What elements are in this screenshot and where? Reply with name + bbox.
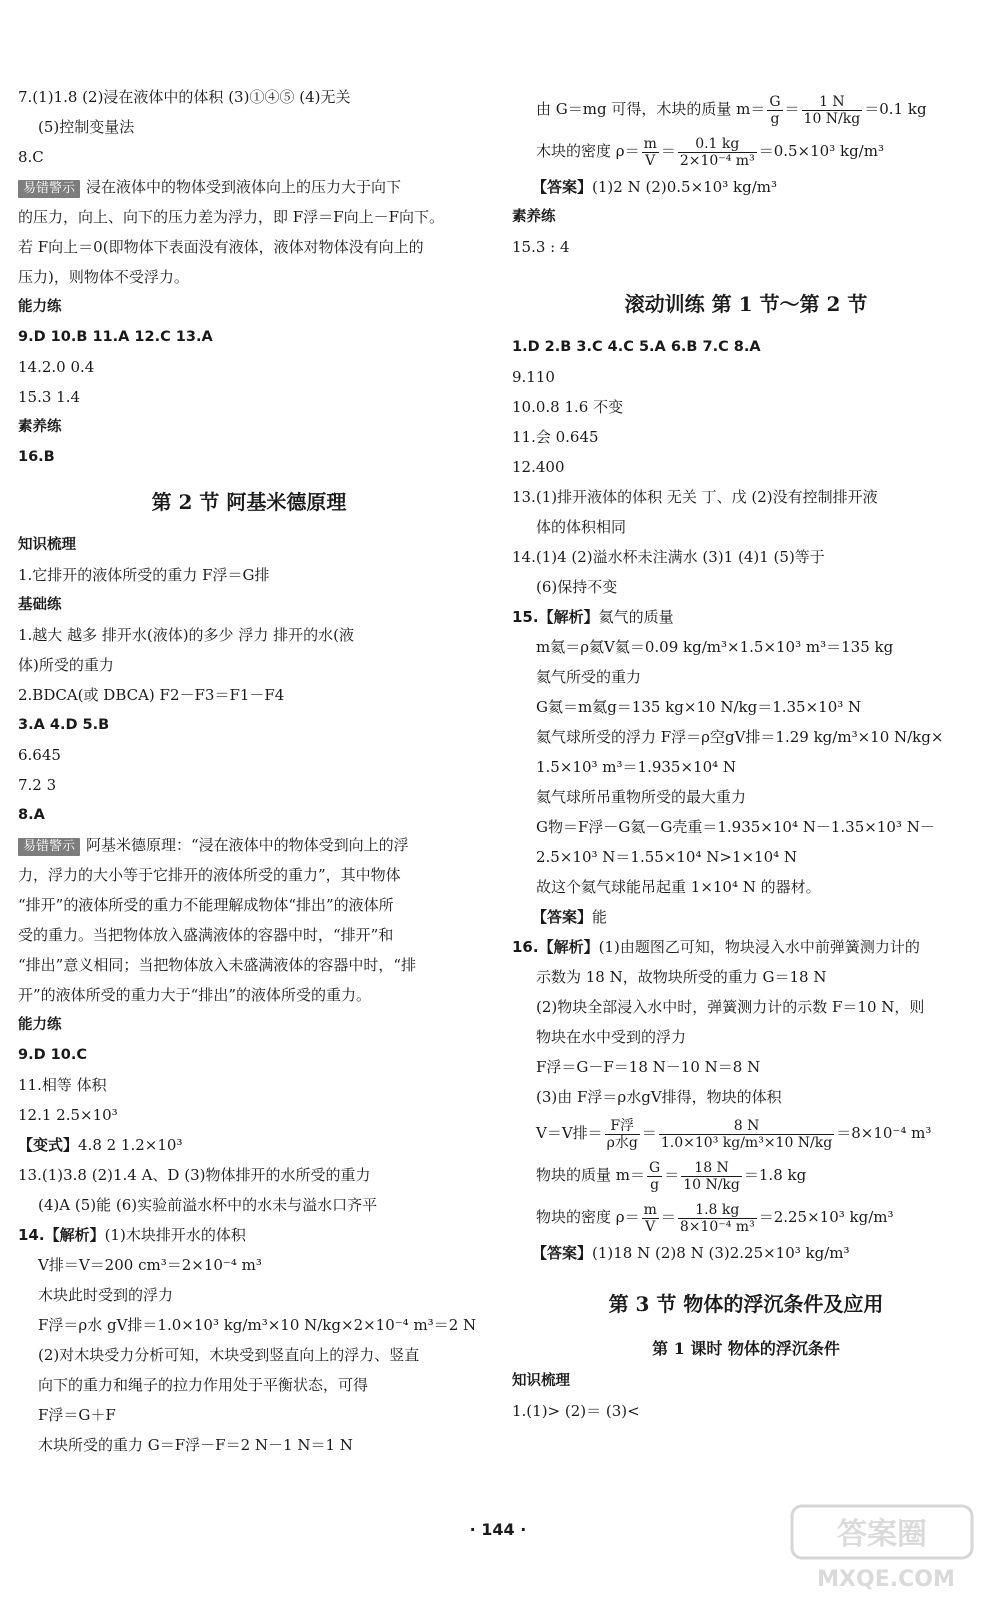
fraction: $\frac{m}{V}$ (643, 1201, 657, 1235)
warning-note-line: 力，浮力的大小等于它排开的液体所受的重力”，其中物体 (18, 866, 401, 884)
answer-line: (3)由 F浮＝ρ水gV排得，物块的体积 (536, 1088, 782, 1106)
answer-tag: 【答案】 (532, 1244, 593, 1262)
answer-line: 12.400 (512, 458, 565, 476)
section-heading: 能力练 (18, 1017, 62, 1033)
fraction: $\frac{m}{V}$ (643, 135, 657, 169)
answer-line: 1.越大 越多 排开水(液体)的多少 浮力 排开的水(液 (18, 626, 354, 644)
answer-line: G物＝F浮－G氦－G壳重＝1.935×10⁴ N－1.35×10³ N－ (536, 818, 935, 836)
section-heading: 基础练 (18, 597, 62, 613)
answer-line: F浮＝ρ水 gV排＝1.0×10³ kg/m³×10 N/kg×2×10⁻⁴ m³＝2 N (38, 1316, 477, 1334)
fraction: $\frac{8 N}{\text{1.0×10³ kg/m³×10 N/kg}}$ (660, 1117, 833, 1151)
answer-line: (4)A (5)能 (6)实验前溢水杯中的水未与溢水口齐平 (38, 1196, 378, 1214)
warning-note: 易错警示 浸在液体中的物体受到液体向上的压力大于向下 (18, 172, 480, 202)
answer-line: 【变式】4.8 2 1.2×10³ (18, 1136, 183, 1154)
answer-line: 3.A 4.D 5.B (18, 717, 110, 733)
section-heading: 能力练 (18, 299, 62, 315)
answer-line: 13.(1)3.8 (2)1.4 A、D (3)物体排开的水所受的重力 (18, 1166, 371, 1184)
page-number: · 144 · (469, 1520, 527, 1539)
answer-line: 6.645 (18, 746, 61, 764)
answer-line: 8.C (18, 148, 44, 166)
answer-line: (2)物块全部浸入水中时，弹簧测力计的示数 F＝10 N，则 (536, 998, 925, 1016)
right-column (512, 88, 980, 1426)
section-heading: 知识梳理 (512, 1373, 570, 1389)
watermark-logo (786, 1500, 986, 1596)
fraction: $\frac{G}{g}$ (769, 93, 781, 127)
warning-note-line: 若 F向上＝0(即物体下表面没有液体，液体对物体没有向上的 (18, 238, 424, 256)
answer-line: 15.3 : 4 (512, 238, 570, 256)
answer-line: 物块在水中受到的浮力 (536, 1028, 687, 1046)
answer-line: (5)控制变量法 (38, 118, 135, 136)
answer-line: (2)对木块受力分析可知，木块受到竖直向上的浮力、竖直 (38, 1346, 420, 1364)
fraction: $\frac{0.1 kg}{\text{2×10⁻⁴ m³}}$ (679, 135, 755, 169)
section-title: 第 3 节 物体的浮沉条件及应用 (608, 1292, 884, 1316)
answer-line: 【答案】(1)2 N (2)0.5×10³ kg/m³ (532, 178, 777, 196)
left-column (18, 82, 480, 1460)
answer-line: 9.D 10.B 11.A 12.C 13.A (18, 329, 213, 345)
subsection-title: 第 1 课时 物体的浮沉条件 (652, 1339, 840, 1358)
answer-line: 13.(1)排开液体的体积 无关 丁、戊 (2)没有控制排开液 (512, 488, 878, 506)
answer-line: 故这个氦气球能吊起重 1×10⁴ N 的器材。 (536, 878, 821, 896)
answer-line: 16.【解析】(1)由题图乙可知，物块浸入水中前弹簧测力计的 (512, 938, 920, 956)
answer-line: V排＝V＝200 cm³＝2×10⁻⁴ m³ (38, 1256, 262, 1274)
answer-line: 1.D 2.B 3.C 4.C 5.A 6.B 7.C 8.A (512, 339, 761, 355)
answer-line: 15.3 1.4 (18, 388, 81, 406)
answer-line: 10.0.8 1.6 不变 (512, 398, 624, 416)
answer-line: F浮＝G＋F (38, 1406, 116, 1424)
section-heading: 素养练 (512, 209, 556, 225)
answer-line: 氦气球所吊重物所受的最大重力 (536, 788, 747, 806)
answer-tag: 【答案】 (532, 178, 593, 196)
answer-line: 【答案】能 (532, 908, 608, 926)
warning-note: 易错警示 阿基米德原理：“浸在液体中的物体受到向上的浮 (18, 830, 480, 860)
variant-tag: 【变式】 (18, 1136, 79, 1154)
answer-line: 木块此时受到的浮力 (38, 1286, 174, 1304)
analysis-tag: 16.【解析】 (512, 938, 599, 956)
warning-note-line: 受的重力。当把物体放入盛满液体的容器中时，“排开”和 (18, 926, 394, 944)
answer-line: 16.B (18, 449, 55, 465)
fraction: $\frac{18 N}{10 N/kg}$ (683, 1159, 740, 1193)
answer-line: 氦气球所受的浮力 F浮＝ρ空gV排＝1.29 kg/m³×10 N/kg× (536, 728, 944, 746)
answer-line: 9.110 (512, 368, 555, 386)
section-title: 滚动训练 第 1 节～第 2 节 (624, 292, 868, 316)
formula-line: 由 G＝mg 可得，木块的质量 m＝ $\frac{G}{g}$ ＝ $\frac{1 N}{10 N/kg}$ ＝0.1 kg (536, 93, 927, 127)
warning-tag: 易错警示 (18, 838, 80, 856)
answer-line: 向下的重力和绳子的拉力作用处于平衡状态，可得 (38, 1376, 369, 1394)
svg-text:答案圈: 答案圈 (837, 1517, 927, 1552)
answer-line: 1.(1)> (2)＝ (3)< (512, 1402, 640, 1420)
section-title: 第 2 节 阿基米德原理 (151, 490, 347, 514)
fraction: $\frac{1 N}{10 N/kg}$ (803, 93, 861, 127)
answer-line: 14.【解析】(1)木块排开水的体积 (18, 1226, 246, 1244)
answer-line: m氦＝ρ氦V氦＝0.09 kg/m³×1.5×10³ m³＝135 kg (536, 638, 894, 656)
answer-line: F浮＝G－F＝18 N－10 N＝8 N (536, 1058, 761, 1076)
answer-line: 7.(1)1.8 (2)浸在液体中的体积 (3)①④⑤ (4)无关 (18, 88, 351, 106)
formula-line: 物块的密度 ρ＝ $\frac{m}{V}$ ＝ $\frac{1.8 kg}{\text{8×10⁻⁴ m³}}$ ＝2.25×10³ kg/m³ (536, 1201, 894, 1235)
warning-note-line: 压力)，则物体不受浮力。 (18, 268, 189, 286)
answer-line: 7.2 3 (18, 776, 57, 794)
answer-line: 11.会 0.645 (512, 428, 599, 446)
warning-note-line: 的压力，向上、向下的压力差为浮力，即 F浮＝F向上－F向下。 (18, 208, 444, 226)
answer-line: (6)保持不变 (536, 578, 618, 596)
formula-line: 物块的质量 m＝ $\frac{G}{g}$ ＝ $\frac{18 N}{10 N/kg}$ ＝1.8 kg (536, 1159, 807, 1193)
answer-line: 15.【解析】氦气的质量 (512, 608, 674, 626)
answer-line: 8.A (18, 807, 45, 823)
warning-note-line: “排出”意义相同；当把物体放入未盛满液体的容器中时，“排 (18, 956, 417, 974)
answer-line: 木块所受的重力 G＝F浮－F＝2 N－1 N＝1 N (38, 1436, 353, 1454)
answer-line: 12.1 2.5×10³ (18, 1106, 118, 1124)
fraction: $\frac{1.8 kg}{\text{8×10⁻⁴ m³}}$ (679, 1201, 755, 1235)
answer-line: 示数为 18 N，故物块所受的重力 G＝18 N (536, 968, 827, 986)
formula-line: V＝V排＝ $\frac{\text{F浮}}{\text{ρ水g}}$ ＝ $\frac{8 N}{\text{1.0×10³ kg/m³×10 N/kg}}$ ＝8×10⁻⁴ m³ (536, 1117, 932, 1151)
warning-tag: 易错警示 (18, 180, 80, 198)
answer-line: 14.(1)4 (2)溢水杯未注满水 (3)1 (4)1 (5)等于 (512, 548, 825, 566)
warning-note-line: “排开”的液体所受的重力不能理解成物体“排出”的液体所 (18, 896, 394, 914)
answer-line: 9.D 10.C (18, 1047, 88, 1063)
section-heading: 素养练 (18, 419, 62, 435)
answer-line: 2.5×10³ N＝1.55×10⁴ N>1×10⁴ N (536, 848, 798, 866)
answer-line: 氦气所受的重力 (536, 668, 642, 686)
answer-line: 2.BDCA(或 DBCA) F2－F3＝F1－F4 (18, 686, 285, 704)
answer-line: 体)所受的重力 (18, 656, 114, 674)
answer-line: G氦＝m氦g＝135 kg×10 N/kg＝1.35×10³ N (536, 698, 862, 716)
fraction: $\frac{\text{F浮}}{\text{ρ水g}}$ (606, 1117, 638, 1151)
formula-line: 木块的密度 ρ＝ $\frac{m}{V}$ ＝ $\frac{0.1 kg}{\text{2×10⁻⁴ m³}}$ ＝0.5×10³ kg/m³ (536, 135, 884, 169)
answer-line: 【答案】(1)18 N (2)8 N (3)2.25×10³ kg/m³ (532, 1244, 850, 1262)
answer-tag: 【答案】 (532, 908, 593, 926)
svg-text:MXQE.COM: MXQE.COM (817, 1567, 955, 1592)
answer-line: 14.2.0 0.4 (18, 358, 95, 376)
warning-note-line: 开”的液体所受的重力大于“排出”的液体所受的重力。 (18, 986, 372, 1004)
section-heading: 知识梳理 (18, 537, 76, 553)
analysis-tag: 14.【解析】 (18, 1226, 105, 1244)
answer-line: 体的体积相同 (536, 518, 627, 536)
analysis-tag: 15.【解析】 (512, 608, 599, 626)
fraction: $\frac{G}{g}$ (649, 1159, 661, 1193)
answer-line: 1.5×10³ m³＝1.935×10⁴ N (536, 758, 737, 776)
answer-line: 1.它排开的液体所受的重力 F浮＝G排 (18, 566, 270, 584)
answer-line: 11.相等 体积 (18, 1076, 107, 1094)
